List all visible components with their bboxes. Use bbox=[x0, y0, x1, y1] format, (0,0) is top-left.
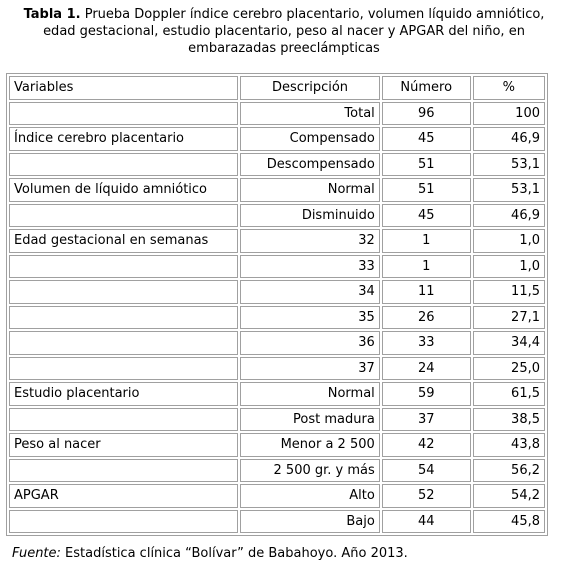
table-row bbox=[9, 306, 545, 330]
table-row bbox=[9, 408, 545, 432]
percent-cell: 54,2 bbox=[473, 484, 545, 508]
count-cell: 24 bbox=[382, 357, 471, 381]
percent-cell: 100 bbox=[473, 102, 545, 126]
table-row bbox=[9, 127, 545, 151]
percent-cell: 34,4 bbox=[473, 331, 545, 355]
count-cell: 51 bbox=[382, 178, 471, 202]
table-row bbox=[9, 357, 545, 381]
caption-line-3: embarazadas preeclámpticas bbox=[188, 41, 380, 56]
percent-cell: 45,8 bbox=[473, 510, 545, 534]
count-cell: 37 bbox=[382, 408, 471, 432]
variable-cell bbox=[9, 510, 238, 534]
variable-cell bbox=[9, 408, 238, 432]
caption-line-1: Prueba Doppler índice cerebro placentario, volumen líquido amniótico, bbox=[84, 7, 545, 22]
description-cell: Total bbox=[240, 102, 380, 126]
variable-cell bbox=[9, 280, 238, 304]
source-label: Fuente: bbox=[12, 546, 61, 561]
description-cell: 33 bbox=[240, 255, 380, 279]
percent-cell: 27,1 bbox=[473, 306, 545, 330]
count-cell: 52 bbox=[382, 484, 471, 508]
count-cell: 33 bbox=[382, 331, 471, 355]
count-cell: 44 bbox=[382, 510, 471, 534]
percent-cell: 43,8 bbox=[473, 433, 545, 457]
variable-cell bbox=[9, 306, 238, 330]
description-cell: 37 bbox=[240, 357, 380, 381]
description-cell: 32 bbox=[240, 229, 380, 253]
table-row bbox=[9, 484, 545, 508]
count-cell: 42 bbox=[382, 433, 471, 457]
description-cell: Alto bbox=[240, 484, 380, 508]
description-cell: Normal bbox=[240, 178, 380, 202]
description-cell: 36 bbox=[240, 331, 380, 355]
table-row bbox=[9, 280, 545, 304]
percent-cell: 1,0 bbox=[473, 255, 545, 279]
variable-cell bbox=[9, 459, 238, 483]
table-row bbox=[9, 153, 545, 177]
percent-cell: 61,5 bbox=[473, 382, 545, 406]
header-variables: Variables bbox=[9, 76, 238, 100]
description-cell: 2 500 gr. y más bbox=[240, 459, 380, 483]
percent-cell: 56,2 bbox=[473, 459, 545, 483]
description-cell: Menor a 2 500 bbox=[240, 433, 380, 457]
table-row bbox=[9, 178, 545, 202]
description-cell: Disminuido bbox=[240, 204, 380, 228]
count-cell: 45 bbox=[382, 204, 471, 228]
count-cell: 45 bbox=[382, 127, 471, 151]
table-row bbox=[9, 102, 545, 126]
percent-cell: 53,1 bbox=[473, 153, 545, 177]
count-cell: 1 bbox=[382, 229, 471, 253]
header-numero: Número bbox=[382, 76, 471, 100]
description-cell: 35 bbox=[240, 306, 380, 330]
header-row bbox=[9, 76, 545, 100]
table-row bbox=[9, 459, 545, 483]
table-row bbox=[9, 433, 545, 457]
table-row bbox=[9, 229, 545, 253]
percent-cell: 1,0 bbox=[473, 229, 545, 253]
percent-cell: 38,5 bbox=[473, 408, 545, 432]
description-cell: Normal bbox=[240, 382, 380, 406]
header-percent: % bbox=[473, 76, 545, 100]
variable-cell bbox=[9, 102, 238, 126]
description-cell: Bajo bbox=[240, 510, 380, 534]
caption-line-2: edad gestacional, estudio placentario, peso al nacer y APGAR del niño, en bbox=[43, 24, 525, 39]
variable-cell bbox=[9, 357, 238, 381]
table-body bbox=[9, 76, 545, 533]
count-cell: 96 bbox=[382, 102, 471, 126]
source-note bbox=[12, 546, 408, 561]
table-caption bbox=[8, 6, 560, 57]
variable-cell: Peso al nacer bbox=[9, 433, 238, 457]
variable-cell: Estudio placentario bbox=[9, 382, 238, 406]
percent-cell: 46,9 bbox=[473, 204, 545, 228]
count-cell: 54 bbox=[382, 459, 471, 483]
count-cell: 1 bbox=[382, 255, 471, 279]
description-cell: Post madura bbox=[240, 408, 380, 432]
table-row bbox=[9, 382, 545, 406]
variable-cell bbox=[9, 153, 238, 177]
table-row bbox=[9, 255, 545, 279]
data-table bbox=[6, 73, 548, 536]
caption-label: Tabla 1. bbox=[23, 7, 81, 22]
variable-cell bbox=[9, 331, 238, 355]
percent-cell: 46,9 bbox=[473, 127, 545, 151]
percent-cell: 11,5 bbox=[473, 280, 545, 304]
source-text: Estadística clínica “Bolívar” de Babahoyo. Año 2013. bbox=[60, 546, 408, 561]
variable-cell: Índice cerebro placentario bbox=[9, 127, 238, 151]
variable-cell: Volumen de líquido amniótico bbox=[9, 178, 238, 202]
table-row bbox=[9, 331, 545, 355]
variable-cell: Edad gestacional en semanas bbox=[9, 229, 238, 253]
count-cell: 26 bbox=[382, 306, 471, 330]
table-row bbox=[9, 510, 545, 534]
count-cell: 59 bbox=[382, 382, 471, 406]
description-cell: Compensado bbox=[240, 127, 380, 151]
table-row bbox=[9, 204, 545, 228]
count-cell: 11 bbox=[382, 280, 471, 304]
description-cell: Descompensado bbox=[240, 153, 380, 177]
description-cell: 34 bbox=[240, 280, 380, 304]
percent-cell: 25,0 bbox=[473, 357, 545, 381]
variable-cell bbox=[9, 255, 238, 279]
variable-cell: APGAR bbox=[9, 484, 238, 508]
header-descripcion: Descripción bbox=[240, 76, 380, 100]
variable-cell bbox=[9, 204, 238, 228]
percent-cell: 53,1 bbox=[473, 178, 545, 202]
count-cell: 51 bbox=[382, 153, 471, 177]
